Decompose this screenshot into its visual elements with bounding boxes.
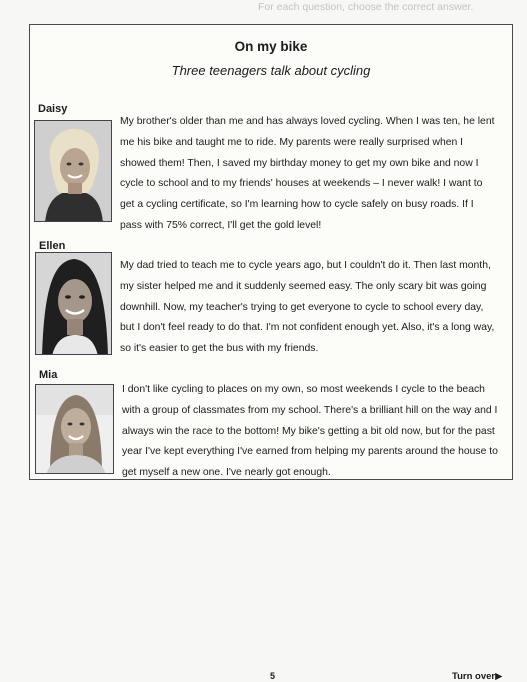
text-line: My brother's older than me and has always loved cycling. When I was ten, he lent bbox=[120, 116, 495, 127]
text-line: always win the race to the bottom! My bike's getting a bit old now, but for the past bbox=[122, 425, 495, 437]
article-subtitle: Three teenagers talk about cycling bbox=[171, 63, 371, 78]
mia-text bbox=[122, 380, 498, 484]
daisy-photo bbox=[34, 120, 112, 222]
text-line: My dad tried to teach me to cycle years ago, but I couldn't do it. Then last month, bbox=[120, 260, 491, 271]
text-line: my sister helped me and it suddenly seemed easy. The only scary bit was going bbox=[120, 280, 487, 292]
article-box bbox=[29, 24, 513, 480]
page-number: 5 bbox=[270, 671, 276, 681]
person-name-ellen: Ellen bbox=[39, 240, 66, 252]
text-line: pass with 75% correct, I'll get the gold level! bbox=[120, 219, 322, 231]
person-name-daisy: Daisy bbox=[38, 103, 68, 115]
text-line: so it's easier to get the bus with my friends. bbox=[120, 343, 319, 355]
daisy-text bbox=[120, 112, 495, 237]
text-line: me his bike and taught me to ride. My parents were really surprised when I bbox=[120, 136, 464, 148]
text-line: get a cycling certificate, so I'm learning how to cycle safely on busy roads. If I bbox=[120, 199, 474, 211]
ellen-photo bbox=[35, 252, 112, 355]
bleed-through-text: For each question, choose the correct answer. bbox=[258, 1, 474, 13]
person-name-mia: Mia bbox=[39, 369, 58, 381]
text-line: I don't like cycling to places on my own, so most weekends I cycle to the beach bbox=[122, 384, 485, 395]
text-line: downhill. Now, my teacher's trying to get everyone to cycle to school every day, bbox=[120, 301, 484, 313]
text-line: with a group of classmates from my school. There's a brilliant hill on the way and I bbox=[122, 404, 498, 416]
turn-over-label: Turn over▶ bbox=[452, 671, 503, 682]
article-title: On my bike bbox=[234, 39, 308, 54]
text-line: showed them! Then, I saved my birthday money to get my own bike and now I bbox=[120, 157, 479, 169]
text-line: get myself a new one. I've nearly got enough. bbox=[122, 467, 331, 479]
text-line: but I don't feel ready to do that. I'm not confident enough yet. Also, it's a long way, bbox=[120, 322, 495, 334]
mia-photo bbox=[35, 384, 114, 474]
text-line: cycle to school and to my friends' houses at weekends – I never walk! I want to bbox=[120, 178, 483, 190]
ellen-text bbox=[120, 256, 494, 360]
text-line: year I've kept everything I've earned from helping my parents around the house to bbox=[122, 446, 498, 458]
